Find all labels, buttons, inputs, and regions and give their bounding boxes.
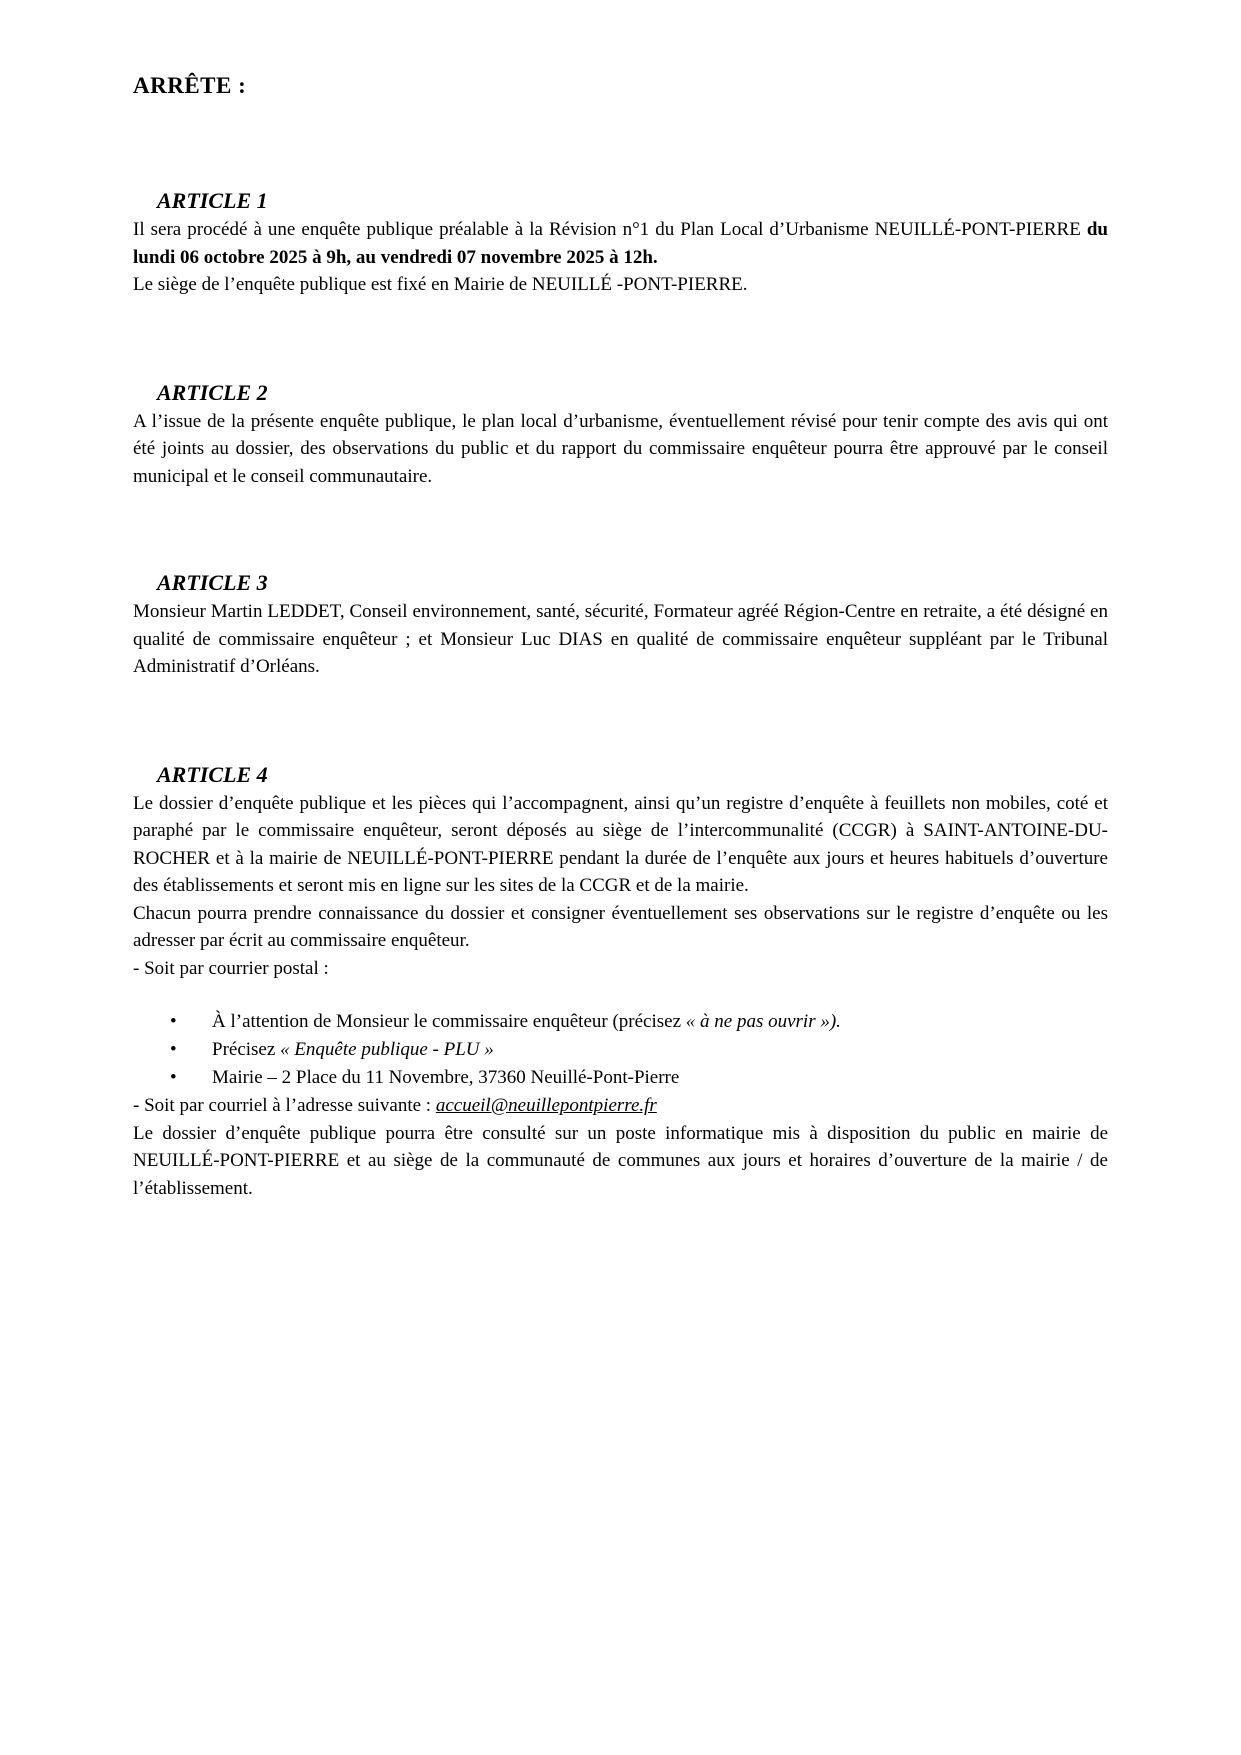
- postal-mail-intro: - Soit par courrier postal :: [133, 957, 329, 979]
- article-4-heading: ARTICLE 4: [157, 761, 268, 787]
- postal-instructions-list: [133, 1008, 1108, 1092]
- article-1-enquiry-dates: du lundi 06 octobre 2025 à 9h, au vendredi 07 novembre 2025 à 12h.: [133, 219, 1108, 268]
- article-2-paragraph-1: A l’issue de la présente enquête publique, le plan local d’urbanisme, éventuellement révisé pour tenir compte des avis qui ont été joints au dossier, des observations du public et du rapport du commissaire enquêteur pourra être approuvé par le conseil municipal et le conseil communautaire.: [133, 410, 1108, 487]
- article-3-heading: ARTICLE 3: [157, 570, 268, 595]
- article-4-paragraph-3: Le dossier d’enquête publique pourra être consulté sur un poste informatique mis à disposition du public en mairie de NEUILLÉ-PONT-PIERRE et au siège de la communauté de communes aux jours et horaires d’ouverture de la mairie / de l’établissement.: [133, 1122, 1108, 1199]
- list-item-attention-text: À l’attention de Monsieur le commissaire enquêteur (précisez: [212, 1011, 686, 1032]
- article-2-heading: ARTICLE 2: [157, 379, 268, 405]
- list-item-attention-note: « à ne pas ouvrir »).: [685, 1011, 841, 1032]
- email-link[interactable]: accueil@neuillepontpierre.fr: [435, 1095, 657, 1116]
- list-item-precisez-text: Précisez: [212, 1039, 281, 1060]
- list-item-address-text: Mairie – 2 Place du 11 Novembre, 37360 Neuillé-Pont-Pierre: [212, 1067, 680, 1088]
- document-title: ARRÊTE :: [133, 73, 247, 98]
- article-3-paragraph-1: Monsieur Martin LEDDET, Conseil environnement, santé, sécurité, Formateur agréé Région-Centre en retraite, a été désigné en qualité de commissaire enquêteur ; et Monsieur Luc DIAS en qualité de commissaire enquêteur suppléant par le Tribunal Administratif d’Orléans.: [133, 601, 1108, 677]
- email-intro-line: [133, 1092, 1108, 1120]
- article-1-paragraph-2: Le siège de l’enquête publique est fixé en Mairie de NEUILLÉ -PONT-PIERRE.: [133, 274, 748, 295]
- article-1-paragraph-1: [133, 216, 1108, 271]
- list-item-attention: [212, 1008, 1108, 1036]
- list-item-address: [212, 1064, 1108, 1092]
- list-item-precisez-note: « Enquête publique - PLU »: [280, 1039, 494, 1060]
- email-intro-text: - Soit par courriel à l’adresse suivante :: [133, 1095, 436, 1116]
- article-4-paragraph-2: Chacun pourra prendre connaissance du dossier et consigner éventuellement ses observations sur le registre d’enquête ou les adresser par écrit au commissaire enquêteur.: [133, 902, 1108, 951]
- article-4-paragraph-1: Le dossier d’enquête publique et les pièces qui l’accompagnent, ainsi qu’un registre d’enquête à feuillets non mobiles, coté et paraphé par le commissaire enquêteur, seront déposés au siège de l’intercommunalité (CCGR) à SAINT-ANTOINE-DU-ROCHER et à la mairie de NEUILLÉ-PONT-PIERRE pendant la durée de l’enquête aux jours et heures habituels d’ouverture des établissements et seront mis en ligne sur les sites de la CCGR et de la mairie.: [133, 792, 1108, 896]
- article-1-heading: ARTICLE 1: [157, 188, 268, 213]
- list-item-precisez: [212, 1036, 1108, 1064]
- article-1-paragraph-1-text: Il sera procédé à une enquête publique préalable à la Révision n°1 du Plan Local d’Urbanisme NEUILLÉ-PONT-PIERRE: [133, 219, 1087, 240]
